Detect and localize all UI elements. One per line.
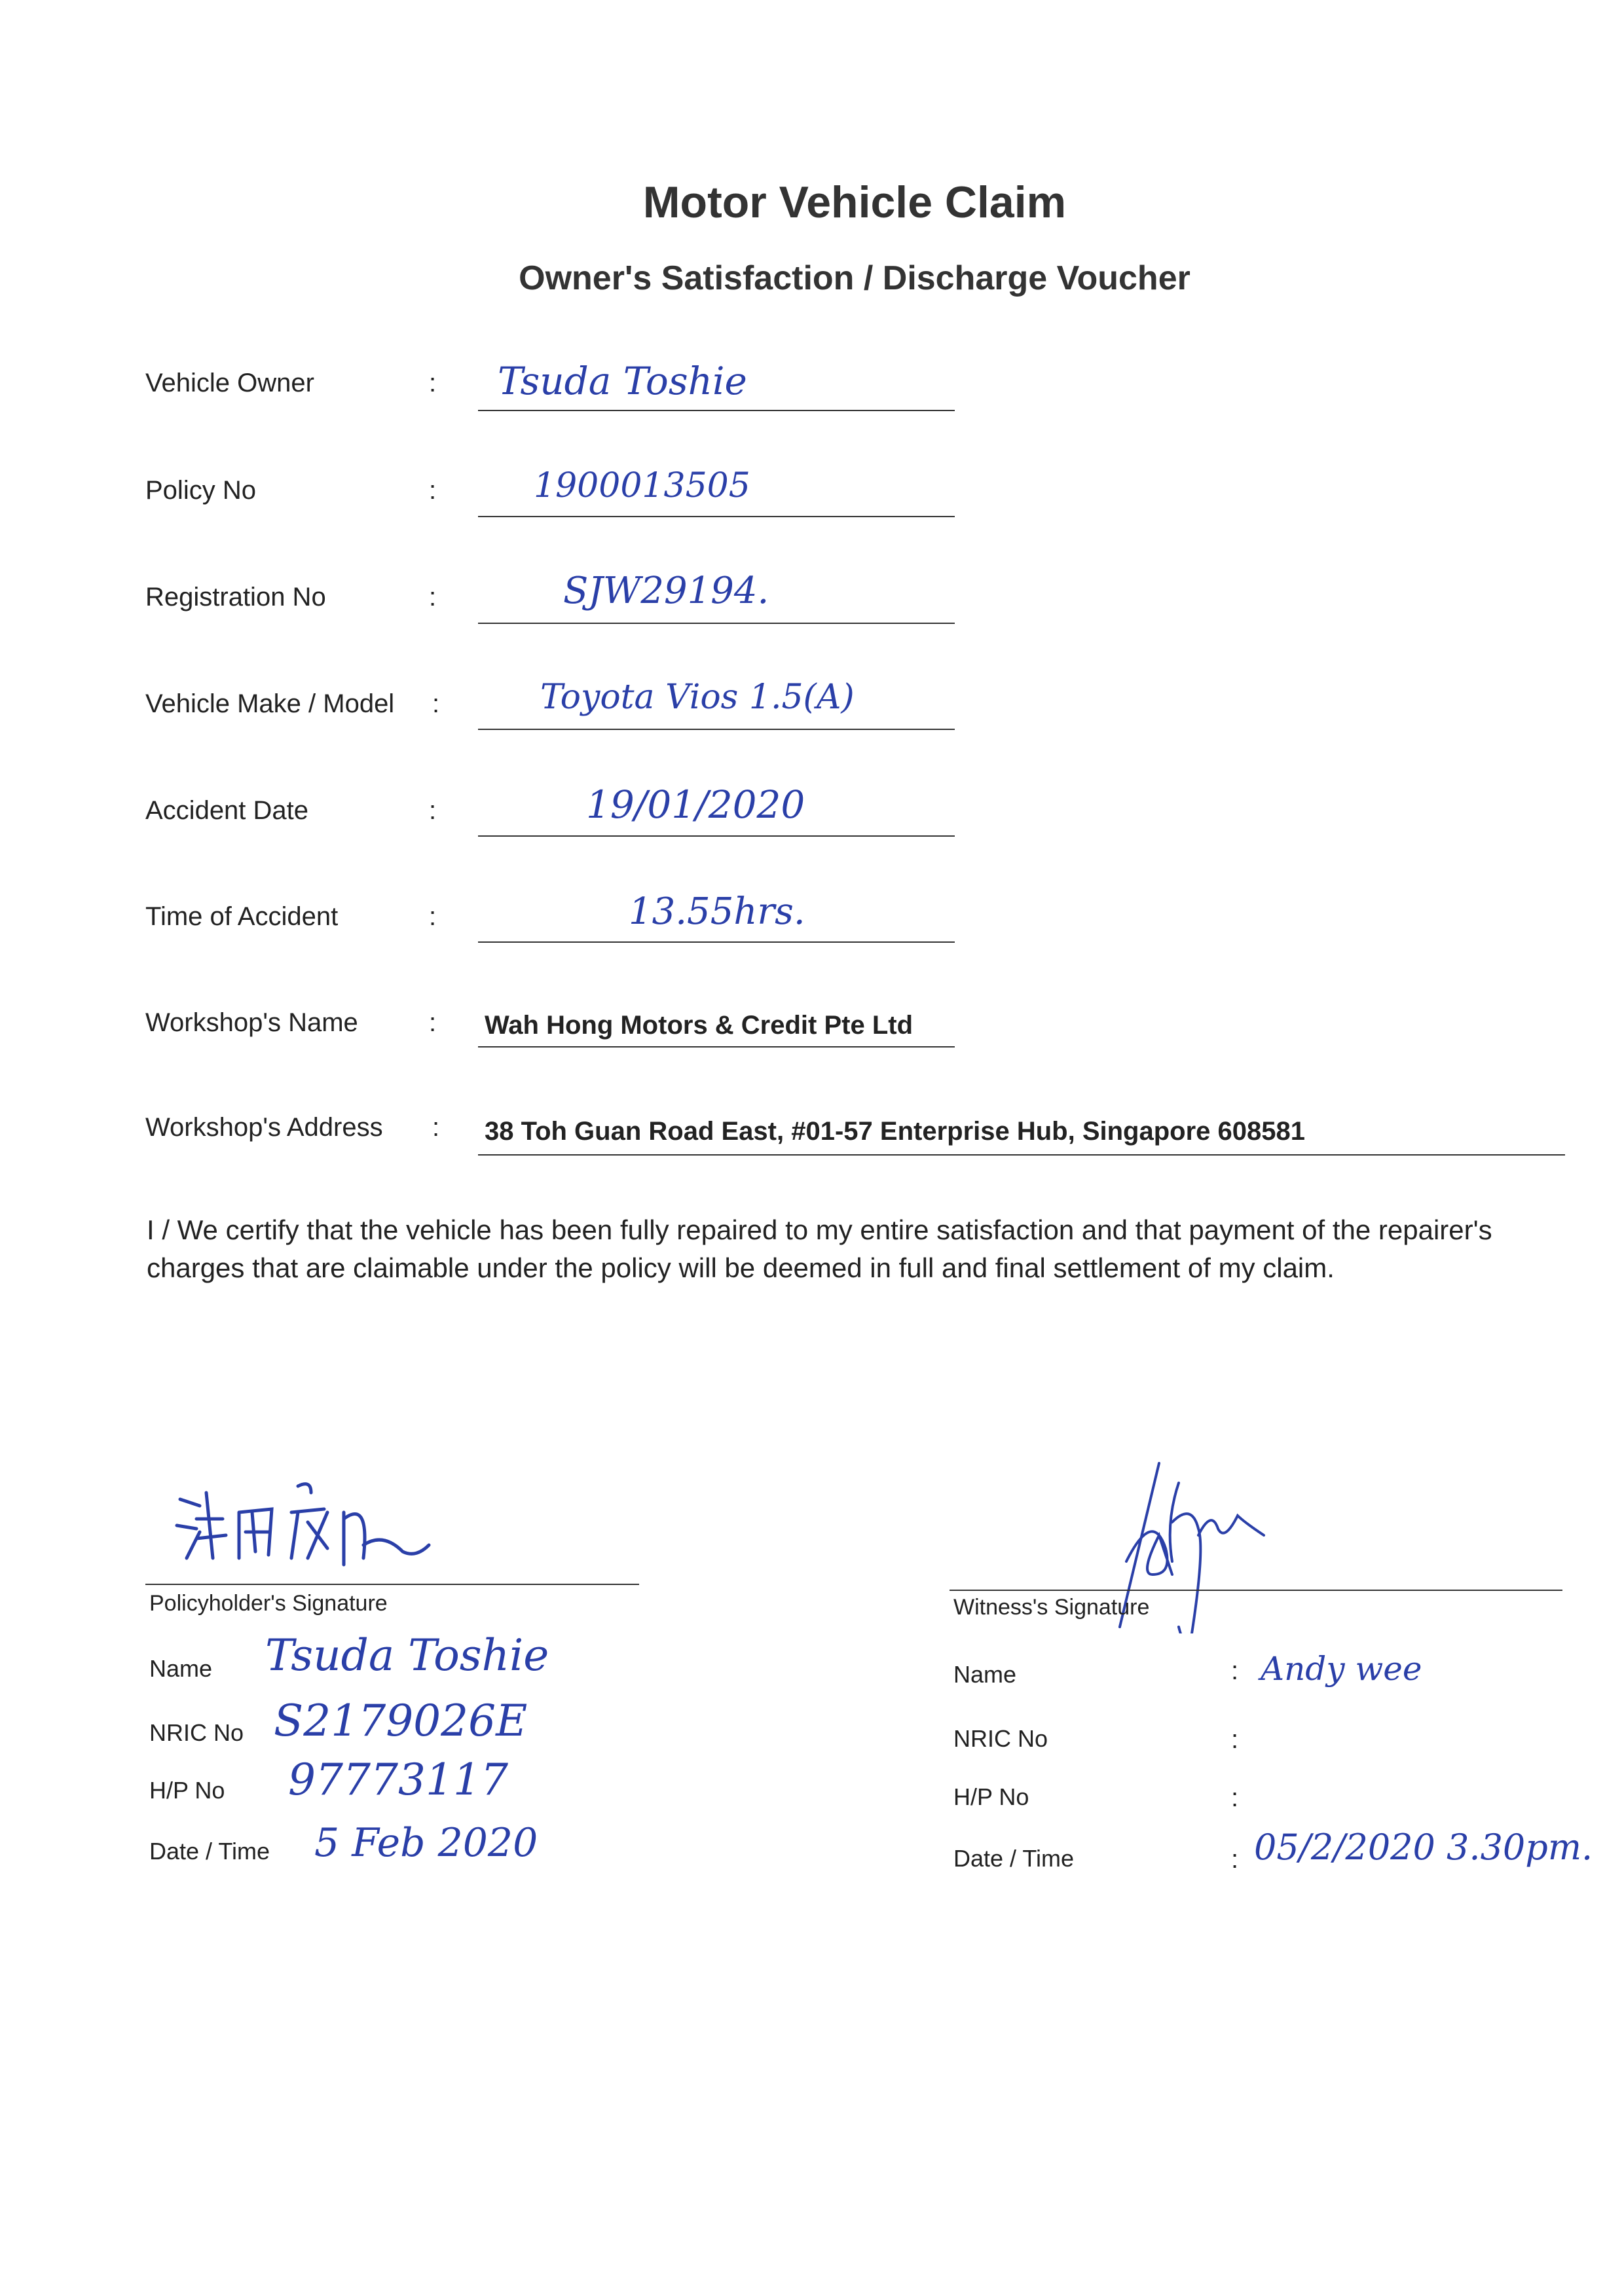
policyholder-hp-value[interactable]: 97773117 xyxy=(288,1755,508,1805)
vehicle-owner-line xyxy=(478,410,955,411)
document-title: Motor Vehicle Claim xyxy=(642,177,1067,227)
registration-no-label: Registration No xyxy=(145,583,326,611)
document-subtitle: Owner's Satisfaction / Discharge Voucher xyxy=(519,259,1190,297)
colon: : xyxy=(429,583,437,611)
colon: : xyxy=(429,796,437,825)
colon: : xyxy=(432,689,440,718)
accident-time-value[interactable]: 13.55hrs. xyxy=(629,890,805,933)
registration-no-value[interactable]: SJW29194. xyxy=(563,570,769,612)
workshop-address-value[interactable]: 38 Toh Guan Road East, #01-57 Enterprise Hub, Singapore 608581 xyxy=(485,1117,1306,1146)
colon: : xyxy=(429,1008,437,1037)
certification-text: I / We certify that the vehicle has been fully repaired to my entire satisfaction and that payment of the repairer's charges that are claimable under the policy will be deemed in full and final settlement of my claim. xyxy=(147,1214,1492,1283)
colon: : xyxy=(1231,1845,1239,1874)
policyholder-name-value[interactable]: Tsuda Toshie xyxy=(265,1630,549,1681)
witness-signature-line xyxy=(950,1590,1562,1591)
colon: : xyxy=(429,902,437,931)
accident-time-line xyxy=(478,941,955,943)
workshop-name-line xyxy=(478,1046,955,1048)
policyholder-datetime-value[interactable]: 5 Feb 2020 xyxy=(314,1820,538,1866)
vehicle-owner-value[interactable]: Tsuda Toshie xyxy=(498,359,747,403)
workshop-name-value[interactable]: Wah Hong Motors & Credit Pte Ltd xyxy=(485,1011,913,1040)
policyholder-nric-label: NRIC No xyxy=(149,1719,244,1746)
vehicle-model-value[interactable]: Toyota Vios 1.5(A) xyxy=(540,678,855,717)
colon: : xyxy=(1231,1783,1239,1812)
policyholder-name-label: Name xyxy=(149,1655,213,1682)
policyholder-datetime-label: Date / Time xyxy=(149,1838,270,1865)
colon: : xyxy=(429,476,437,505)
registration-no-line xyxy=(478,623,955,624)
witness-hp-label: H/P No xyxy=(953,1783,1029,1810)
colon: : xyxy=(1231,1725,1239,1754)
witness-name-label: Name xyxy=(953,1661,1017,1688)
accident-date-value[interactable]: 19/01/2020 xyxy=(586,782,805,827)
witness-datetime-label: Date / Time xyxy=(953,1845,1075,1872)
colon: : xyxy=(1231,1656,1239,1685)
workshop-address-label: Workshop's Address xyxy=(145,1113,383,1142)
colon: : xyxy=(432,1113,440,1142)
vehicle-model-line xyxy=(478,729,955,730)
colon: : xyxy=(429,369,437,397)
policy-no-label: Policy No xyxy=(145,476,256,505)
policyholder-signature xyxy=(167,1473,442,1578)
accident-time-label: Time of Accident xyxy=(145,902,339,931)
policy-no-value[interactable]: 1900013505 xyxy=(534,466,750,505)
witness-signature-label: Witness's Signature xyxy=(953,1595,1150,1620)
workshop-address-line xyxy=(478,1154,1565,1156)
vehicle-model-label: Vehicle Make / Model xyxy=(145,689,395,718)
policyholder-signature-line xyxy=(145,1584,639,1585)
vehicle-owner-label: Vehicle Owner xyxy=(145,369,314,397)
witness-nric-label: NRIC No xyxy=(953,1725,1048,1752)
accident-date-line xyxy=(478,835,955,837)
policyholder-hp-label: H/P No xyxy=(149,1777,225,1804)
witness-datetime-value[interactable]: 05/2/2020 3.30pm. xyxy=(1254,1827,1593,1868)
policyholder-nric-value[interactable]: S2179026E xyxy=(274,1696,528,1746)
policyholder-signature-label: Policyholder's Signature xyxy=(149,1591,388,1616)
policy-no-line xyxy=(478,516,955,517)
accident-date-label: Accident Date xyxy=(145,796,309,825)
workshop-name-label: Workshop's Name xyxy=(145,1008,358,1037)
witness-name-value[interactable]: Andy wee xyxy=(1261,1650,1422,1688)
policyholder-signature-text: 津田敏恵 xyxy=(167,1571,170,1572)
